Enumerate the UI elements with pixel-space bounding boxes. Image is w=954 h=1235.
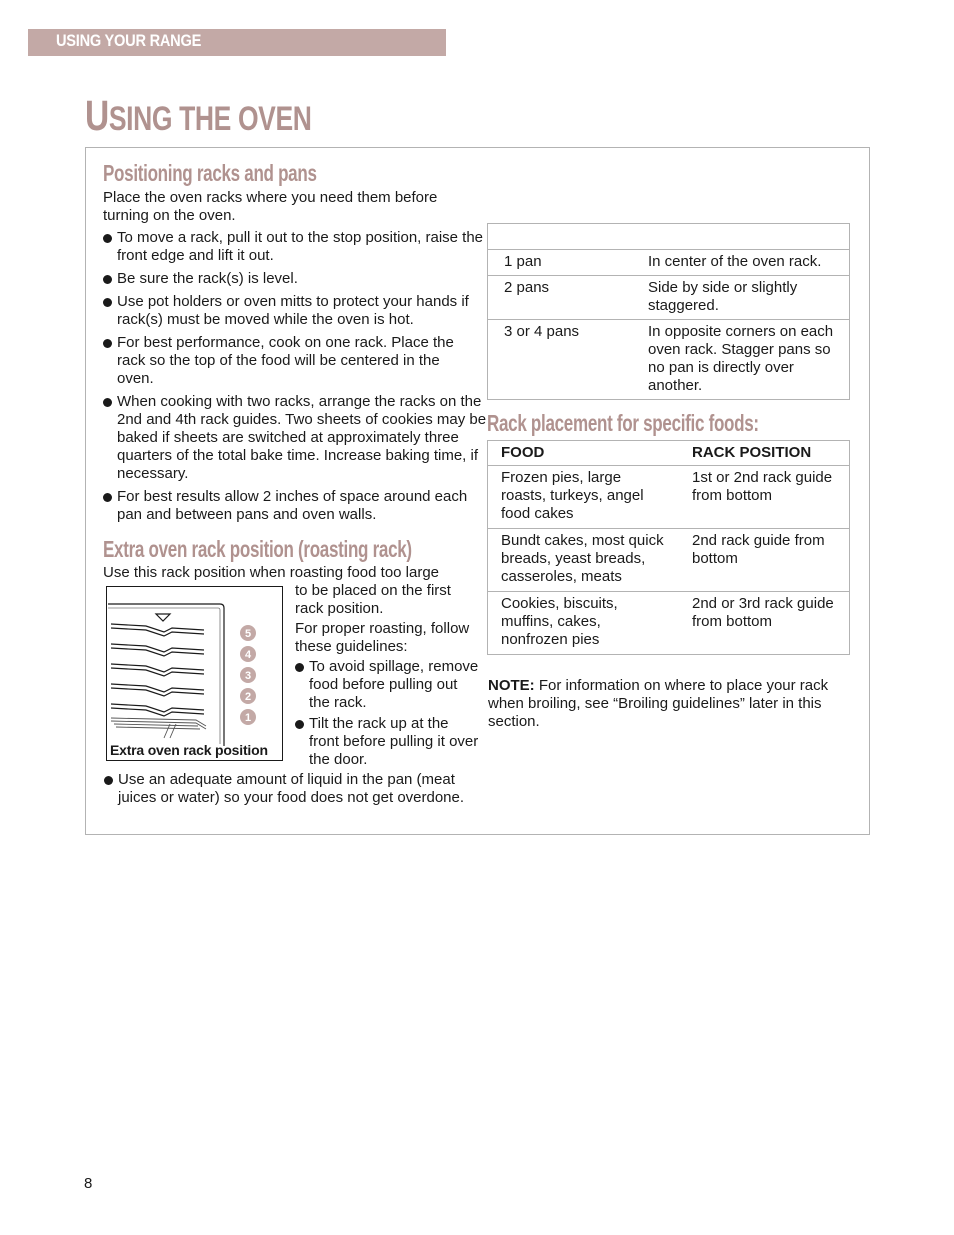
- bullet-text: To move a rack, pull it out to the stop position, raise the front edge and lift it out.: [117, 229, 484, 264]
- rack-position-cell: 2nd or 3rd rack guide from bottom: [679, 592, 850, 655]
- table-row: [488, 466, 850, 529]
- table-row: [488, 276, 850, 320]
- food-cell: Bundt cakes, most quick breads, yeast breads, casseroles, meats: [488, 529, 680, 592]
- page-title-initial: U: [85, 92, 109, 140]
- list-item: [295, 715, 480, 769]
- bullet-icon: [295, 720, 304, 729]
- table-row: [488, 592, 850, 655]
- positioning-heading: Positioning racks and pans: [103, 160, 317, 186]
- list-item: [103, 270, 485, 288]
- list-item: [104, 771, 489, 807]
- guidelines-intro: For proper roasting, follow these guidelines:: [295, 620, 470, 655]
- rack-number-5: 5: [244, 628, 252, 640]
- figure-caption: Extra oven rack position: [110, 742, 268, 758]
- note-paragraph: [488, 677, 853, 731]
- list-item: [103, 229, 485, 265]
- bullet-text: Use pot holders or oven mitts to protect your hands if rack(s) must be moved while the oven is hot.: [117, 293, 469, 328]
- rack-number-2: 2: [244, 691, 252, 703]
- food-cell: Frozen pies, large roasts, turkeys, angel food cakes: [488, 466, 680, 529]
- bullet-text: For best results allow 2 inches of space around each pan and between pans and oven walls.: [117, 488, 468, 523]
- bullet-icon: [103, 234, 112, 243]
- page-title: [85, 92, 312, 140]
- table-row: [488, 529, 850, 592]
- pans-placement-cell: Side by side or slightly staggered.: [632, 276, 850, 320]
- roasting-bullet-list: [295, 658, 480, 769]
- rack-position-cell: 2nd rack guide from bottom: [679, 529, 850, 592]
- extra-rack-heading: Extra oven rack position (roasting rack): [103, 536, 412, 562]
- positioning-bullet-list: [103, 229, 485, 524]
- bullet-icon: [103, 339, 112, 348]
- list-item: [103, 488, 477, 524]
- extra-rack-intro-rest: to be placed on the first rack position.: [295, 582, 451, 617]
- pans-placement-cell: In center of the oven rack.: [632, 250, 850, 276]
- bullet-text: Be sure the rack(s) is level.: [117, 270, 298, 287]
- pans-count-cell: 1 pan: [488, 250, 633, 276]
- bullet-text: When cooking with two racks, arrange the racks on the 2nd and 4th rack guides. Two sheets of cookies may be baked if sheets are switched at approximately three quarters of the total bake time. Increase baking time, if necessary.: [117, 393, 487, 482]
- bullet-text: Tilt the rack up at the front before pulling it over the door.: [309, 715, 479, 768]
- rack-position-cell: 1st or 2nd rack guide from bottom: [679, 466, 850, 529]
- bullet-icon: [103, 298, 112, 307]
- list-item: [103, 393, 489, 483]
- bullet-icon: [104, 776, 113, 785]
- bullet-text: For best performance, cook on one rack. Place the rack so the top of the food will be centered in the oven.: [117, 334, 454, 387]
- note-label: NOTE:: [488, 677, 535, 694]
- rack-number-3: 3: [244, 670, 252, 682]
- list-item: [103, 334, 477, 388]
- liquid-bullet-list: [104, 771, 489, 807]
- list-item: [103, 293, 485, 329]
- rack-number-1: 1: [244, 712, 252, 724]
- table-row: [488, 320, 850, 400]
- table-header-row: [488, 441, 850, 466]
- bullet-icon: [103, 275, 112, 284]
- list-item: [295, 658, 480, 712]
- bullet-icon: [103, 398, 112, 407]
- section-label: USING YOUR RANGE: [56, 31, 202, 50]
- note-text: For information on where to place your rack when broiling, see “Broiling guidelines” later in this section.: [488, 677, 829, 730]
- pans-count-cell: 2 pans: [488, 276, 633, 320]
- food-cell: Cookies, biscuits, muffins, cakes, nonfrozen pies: [488, 592, 680, 655]
- bullet-text: To avoid spillage, remove food before pulling out the rack.: [309, 658, 479, 711]
- column-header-food: FOOD: [488, 441, 680, 466]
- table-row: [488, 250, 850, 276]
- pans-table-blank-header: [488, 224, 850, 250]
- rack-number-4: 4: [244, 649, 252, 661]
- oven-rack-diagram: [106, 586, 284, 762]
- page-number: 8: [84, 1175, 93, 1192]
- extra-rack-intro-line1: Use this rack position when roasting food too large: [103, 564, 440, 581]
- pans-placement-cell: In opposite corners on each oven rack. Stagger pans so no pan is directly over another.: [632, 320, 850, 400]
- bullet-icon: [295, 663, 304, 672]
- page-title-rest: SING THE OVEN: [108, 100, 312, 138]
- bullet-text: Use an adequate amount of liquid in the pan (meat juices or water) so your food does not get overdone.: [118, 771, 465, 806]
- pans-table: [487, 223, 850, 400]
- positioning-intro: Place the oven racks where you need them before turning on the oven.: [103, 189, 438, 224]
- bullet-icon: [103, 493, 112, 502]
- rack-placement-heading: Rack placement for specific foods:: [487, 410, 759, 436]
- rack-placement-table: [487, 440, 850, 655]
- section-header-bar: [28, 29, 446, 56]
- pans-count-cell: 3 or 4 pans: [488, 320, 633, 400]
- column-header-rack-position: RACK POSITION: [679, 441, 850, 466]
